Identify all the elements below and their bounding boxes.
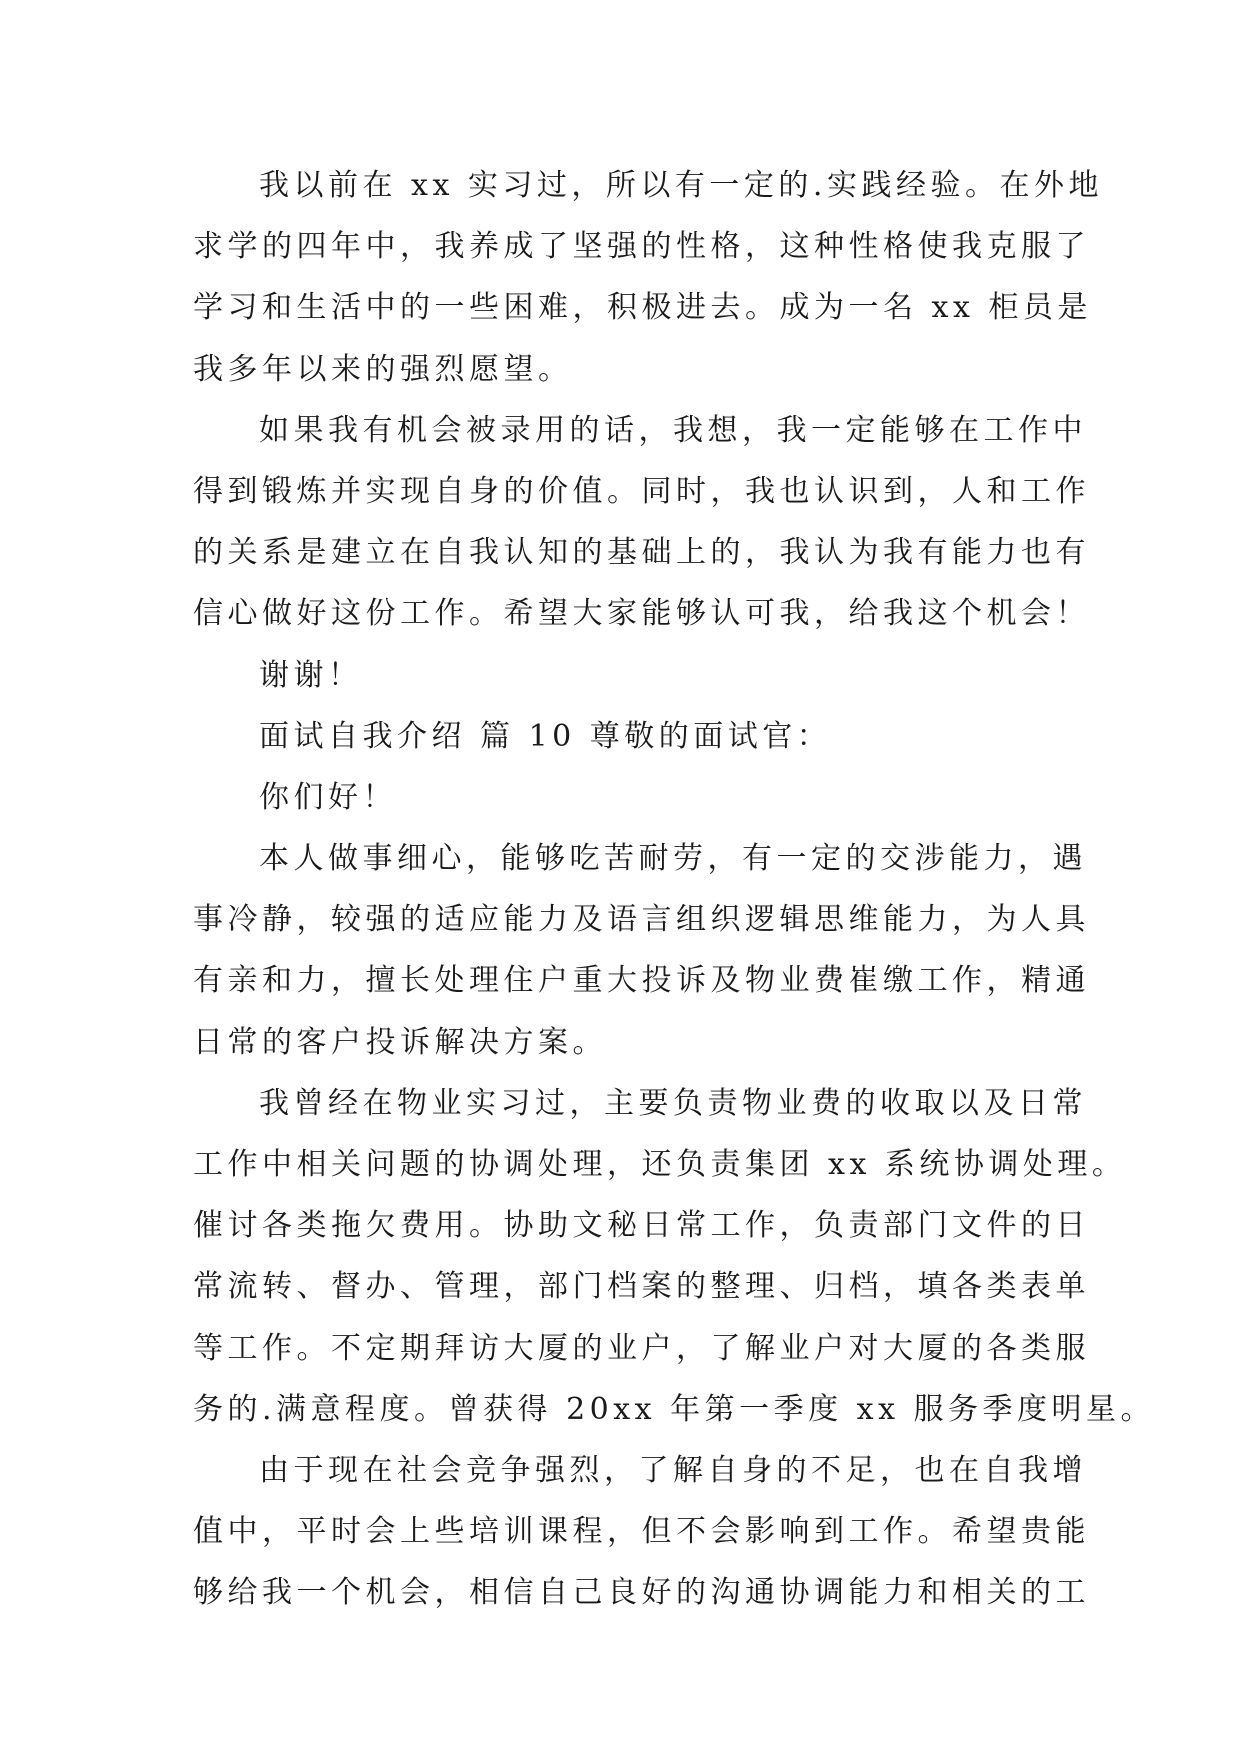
text-line: 我多年以来的强烈愿望。 (193, 351, 573, 387)
text-line: 的关系是建立在自我认知的基础上的，我认为我有能力也有 (193, 535, 1090, 571)
text-line: 常流转、督办、管理，部门档案的整理、归档，填各类表单 (193, 1269, 1090, 1305)
document-body (193, 155, 1156, 1624)
text-line: 工作中相关问题的协调处理，还负责集团 xx 系统协调处理。 (193, 1147, 1127, 1182)
text-line: 由于现在社会竞争强烈，了解自身的不足，也在自我增 (259, 1452, 1087, 1488)
text-line: 催讨各类拖欠费用。协助文秘日常工作，负责部门文件的日 (193, 1208, 1090, 1244)
text-line: 谢谢！ (259, 657, 363, 693)
text-line: 本人做事细心，能够吃苦耐劳，有一定的交涉能力，遇 (259, 841, 1087, 877)
text-line: 信心做好这份工作。希望大家能够认可我，给我这个机会！ (193, 596, 1090, 632)
text-line: 值中，平时会上些培训课程，但不会影响到工作。希望贵能 (193, 1514, 1090, 1550)
text-line: 求学的四年中，我养成了坚强的性格，这种性格使我克服了 (193, 229, 1090, 265)
text-line: 事冷静，较强的适应能力及语言组织逻辑思维能力，为人具 (193, 902, 1090, 938)
text-line: 得到锻炼并实现自身的价值。同时，我也认识到，人和工作 (193, 473, 1090, 509)
text-line: 等工作。不定期拜访大厦的业户，了解业户对大厦的各类服 (193, 1330, 1090, 1366)
section-heading: 面试自我介绍 篇 10 尊敬的面试官： (259, 718, 832, 754)
text-line: 我曾经在物业实习过，主要负责物业费的收取以及日常 (259, 1085, 1087, 1121)
text-line: 日常的客户投诉解决方案。 (193, 1024, 607, 1060)
text-line: 务的.满意程度。曾获得 20xx 年第一季度 xx 服务季度明星。 (193, 1391, 1156, 1427)
text-line: 我以前在 xx 实习过，所以有一定的.实践经验。在外地 (259, 168, 1103, 203)
text-line: 够给我一个机会，相信自己良好的沟通协调能力和相关的工 (193, 1575, 1090, 1611)
text-line: 如果我有机会被录用的话，我想，我一定能够在工作中 (259, 412, 1087, 448)
text-line: 有亲和力，擅长处理住户重大投诉及物业费崔缴工作，精通 (193, 963, 1090, 999)
text-line: 学习和生活中的一些困难，积极进去。成为一名 xx 柜员是 (193, 290, 1092, 326)
text-line: 你们好！ (259, 779, 397, 815)
